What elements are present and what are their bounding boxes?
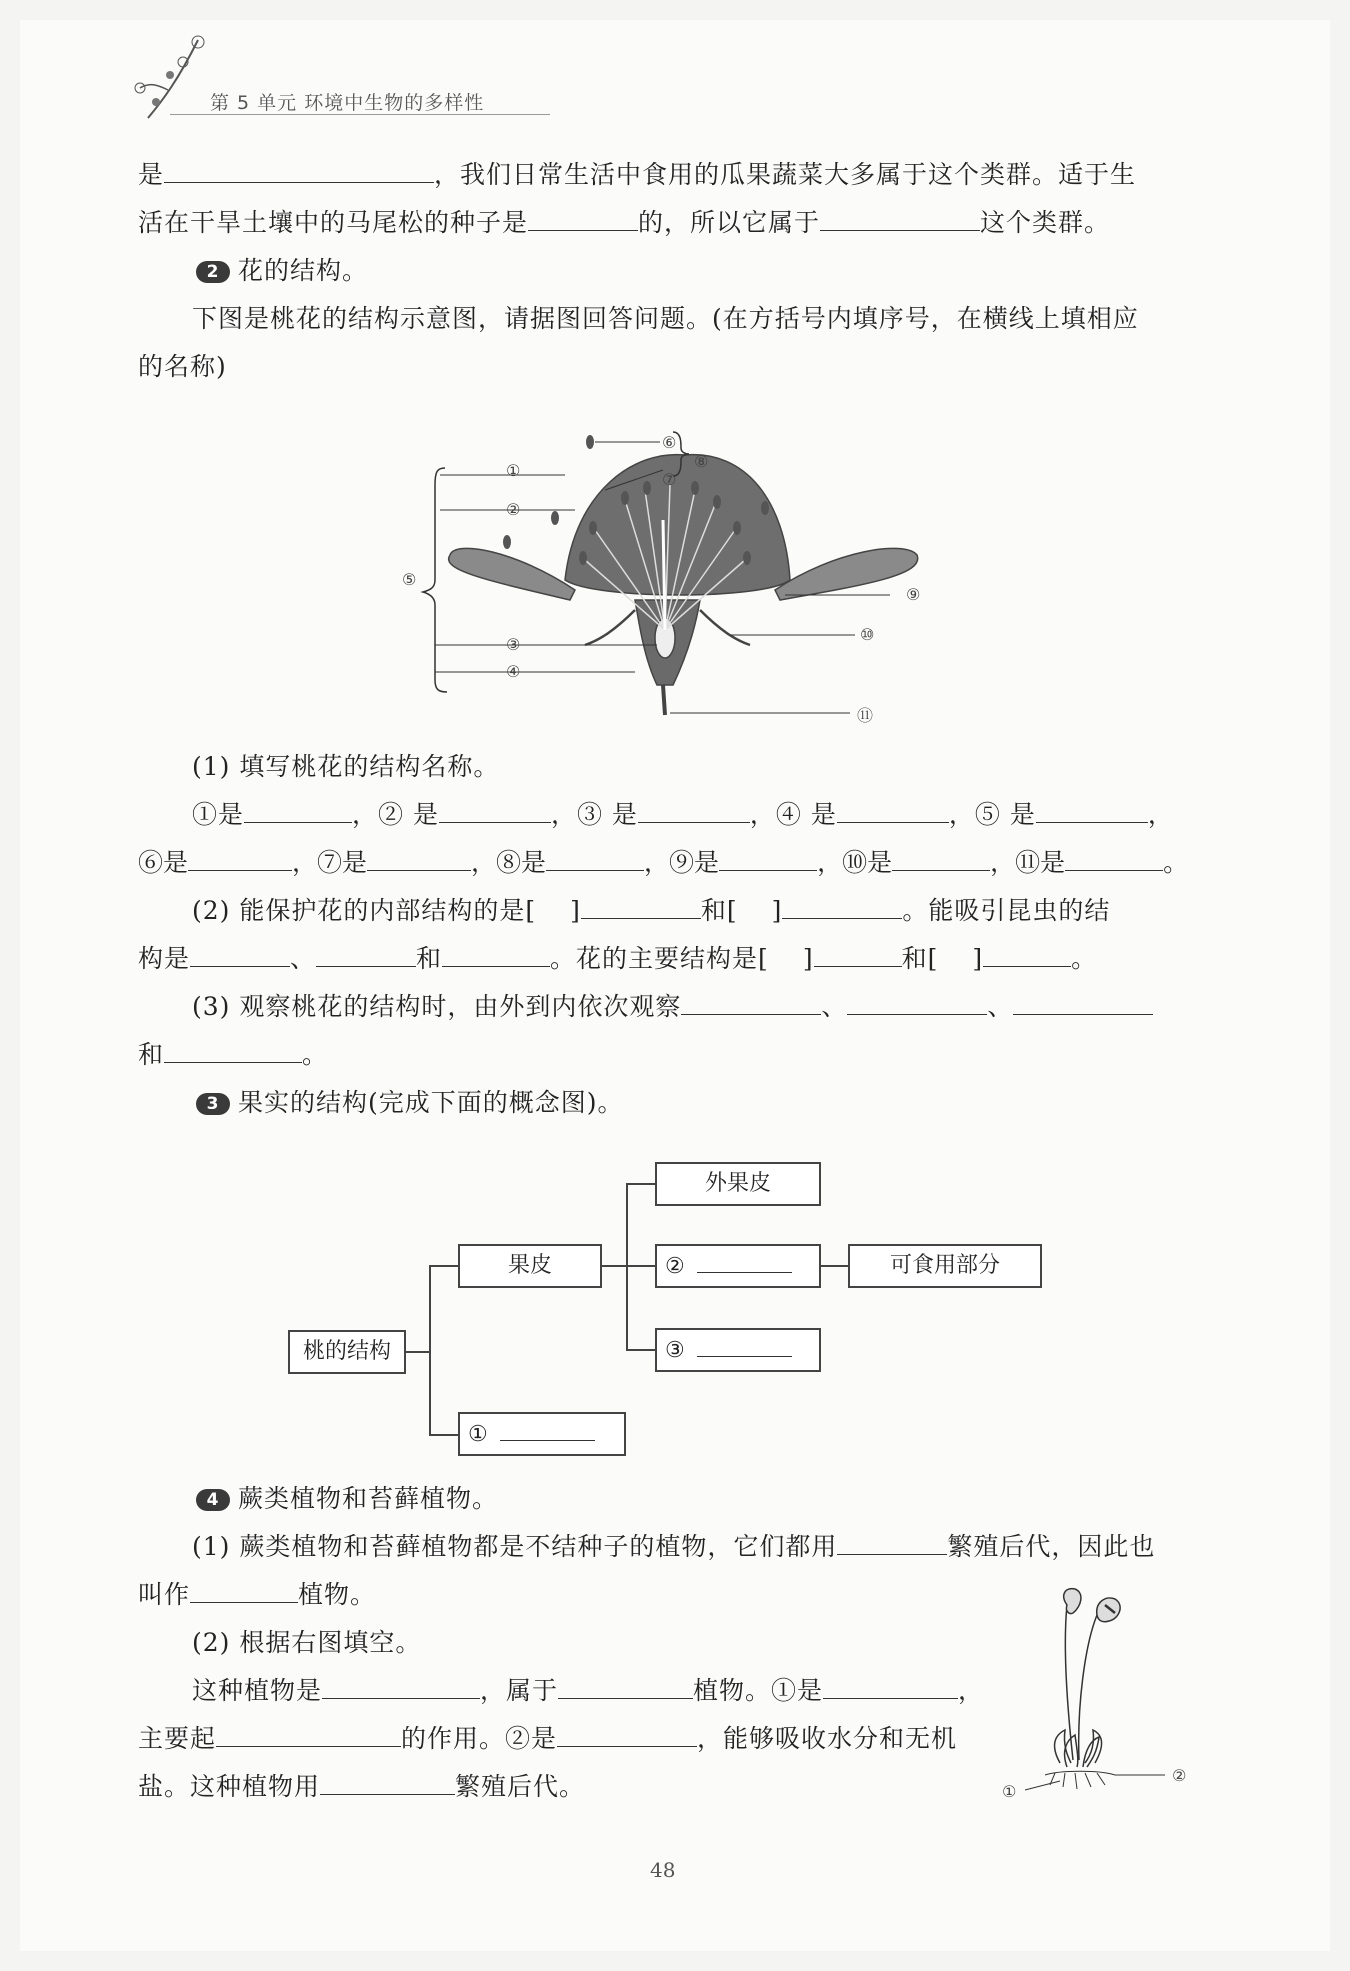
box-number: ② [665,1254,685,1279]
answer-blank[interactable] [820,208,980,231]
concept-box-3 [655,1328,821,1372]
q2-2-line-1 [192,896,1110,926]
left-sepal [585,610,635,645]
section-number-badge: 4 [196,1489,230,1511]
flower-branch-icon [128,30,218,125]
text: 叫作 [138,1580,191,1609]
q2-1-row-2 [138,848,1188,878]
answer-blank[interactable] [1065,848,1163,871]
text: ①是 [192,800,245,829]
concept-box-exocarp: 外果皮 [655,1162,821,1206]
text: 构是 [138,944,191,973]
connector [626,1183,628,1351]
diagram-label-5: ⑤ [402,570,417,589]
text: (2) 能保护花的内部结构的是[ [192,896,537,925]
text: ，⑩是 [817,848,893,877]
section-4-heading [196,1484,498,1514]
answer-blank[interactable] [500,1414,595,1441]
text: 活在干旱土壤中的马尾松的种子是 [138,208,529,237]
answer-blank[interactable] [581,896,701,919]
text: ，⑨是 [644,848,720,877]
answer-blank[interactable] [983,944,1071,967]
concept-box-edible: 可食用部分 [848,1244,1042,1288]
text: 。花的主要结构是[ [550,944,769,973]
concept-box-2 [655,1244,821,1288]
text: (3) 观察桃花的结构时，由外到内依次观察 [192,992,682,1021]
box-number: ① [468,1422,488,1447]
connector [819,1265,848,1267]
text: ，我们日常生活中食用的瓜果蔬菜大多属于这个类群。适于生 [434,160,1137,189]
text: 繁殖后代。 [455,1772,586,1801]
text: 、 [821,992,848,1021]
q4-2-line-1 [192,1676,984,1706]
answer-blank[interactable] [719,848,817,871]
text: 和[ [700,896,738,925]
diagram-label-3: ③ [506,635,521,654]
text: 主要起 [138,1724,217,1753]
answer-blank[interactable] [847,992,987,1015]
answer-blank[interactable] [316,944,416,967]
section-number-badge: 3 [196,1093,230,1115]
text: ] [972,944,984,973]
answer-blank[interactable] [216,1724,401,1747]
answer-blank[interactable] [190,1580,298,1603]
header-title: 第 5 单元 环境中生物的多样性 [210,92,485,114]
section-title: 花的结构。 [238,256,369,285]
q2-3-line-2 [138,1040,328,1070]
q4-1-line-2 [138,1580,376,1610]
answer-blank[interactable] [681,992,821,1015]
text: 这个类群。 [980,208,1111,237]
answer-blank[interactable] [188,848,292,871]
connector [626,1349,655,1351]
answer-blank[interactable] [367,848,471,871]
answer-blank[interactable] [442,944,550,967]
text: 和[ [901,944,939,973]
section-title: 果实的结构(完成下面的概念图)。 [238,1088,624,1117]
text: 这种植物是 [192,1676,323,1705]
diagram-label-2: ② [506,500,521,519]
answer-blank[interactable] [814,944,902,967]
answer-blank[interactable] [322,1676,480,1699]
answer-blank[interactable] [638,800,750,823]
concept-box-pericarp: 果皮 [458,1244,602,1288]
answer-blank[interactable] [164,160,434,183]
text: 的作用。②是 [401,1724,558,1753]
text: (1) 蕨类植物和苔藓植物都是不结种子的植物，它们都用 [192,1532,838,1561]
text: 植物。①是 [693,1676,824,1705]
text: 。能吸引昆虫的结 [902,896,1111,925]
diagram-label-7: ⑦ [662,470,677,489]
q4-2-line-3 [138,1772,585,1802]
concept-box-1 [458,1412,626,1456]
text: 。 [1071,944,1098,973]
header-divider [170,114,550,115]
text: 、 [987,992,1014,1021]
pedicel [663,685,665,715]
answer-blank[interactable] [320,1772,455,1795]
intro-line-2 [138,208,1110,238]
q2-3-line-1 [192,992,1153,1022]
answer-blank[interactable] [1013,992,1153,1015]
text: ] [570,896,581,925]
connector [429,1265,431,1435]
q4-1-line-1 [192,1532,1155,1562]
text: 和 [416,944,443,973]
text: 植物。 [298,1580,377,1609]
text: ⑥是 [138,848,189,877]
answer-blank[interactable] [439,800,551,823]
concept-box-root: 桃的结构 [288,1330,406,1374]
diagram-label-10: ⑩ [860,625,875,644]
text: 是 [138,160,165,189]
section-2-desc-2: 的名称) [138,352,227,381]
answer-blank[interactable] [528,208,638,231]
box-number: ③ [665,1338,685,1363]
section-3-heading [196,1088,624,1118]
text: ，能够吸收水分和无机 [697,1724,958,1753]
text: 、 [290,944,317,973]
text: ，③ 是 [550,800,638,829]
answer-blank[interactable] [546,848,644,871]
answer-blank[interactable] [837,1532,947,1555]
text: 繁殖后代，因此也 [947,1532,1156,1561]
answer-blank[interactable] [244,800,352,823]
answer-blank[interactable] [557,1724,697,1747]
q4-2-prompt: (2) 根据右图填空。 [192,1628,422,1657]
q2-2-line-2 [138,944,1097,974]
connector [626,1183,655,1185]
bracket-5 [423,468,447,692]
connector [626,1265,655,1267]
text: ，属于 [480,1676,559,1705]
text: 。 [302,1040,329,1069]
diagram-label-11: ⑪ [857,706,874,725]
text: ，⑦是 [292,848,368,877]
connector [404,1351,430,1353]
section-title: 蕨类植物和苔藓植物。 [238,1484,499,1513]
section-number-badge: 2 [196,261,230,283]
text: ，⑪是 [990,848,1066,877]
right-sepal [700,610,750,645]
answer-blank[interactable] [782,896,902,919]
text: ， [1147,800,1174,829]
answer-blank[interactable] [697,1246,792,1273]
section-2-desc-1: 下图是桃花的结构示意图，请据图回答问题。(在方括号内填序号，在横线上填相应 [192,304,1139,333]
text: 和 [138,1040,165,1069]
text: 。 [1163,848,1189,877]
right-petal [775,548,918,600]
answer-blank[interactable] [837,800,949,823]
section-2-heading [196,256,368,286]
moss-label-1: ① [1002,1782,1017,1801]
q4-2-line-2 [138,1724,957,1754]
diagram-label-4: ④ [506,662,521,681]
text: ，⑧是 [471,848,547,877]
answer-blank[interactable] [892,848,990,871]
text: 盐。这种植物用 [138,1772,321,1801]
diagram-label-8: ⑧ [694,452,709,471]
text: ， [958,1676,985,1705]
answer-blank[interactable] [558,1676,693,1699]
connector [429,1434,458,1436]
text: ] [771,896,783,925]
text: ，② 是 [352,800,439,829]
connector [600,1265,628,1267]
connector [429,1265,458,1267]
diagram-label-6: ⑥ [662,433,677,452]
q2-1-row-1 [192,800,1174,830]
diagram-label-1: ① [506,461,521,480]
text: ] [802,944,814,973]
text: 的，所以它属于 [638,208,821,237]
answer-blank[interactable] [697,1330,792,1357]
answer-blank[interactable] [1036,800,1148,823]
answer-blank[interactable] [823,1676,958,1699]
text: ，⑤ 是 [948,800,1036,829]
moss-label-2: ② [1172,1766,1187,1785]
intro-line-1 [138,160,1136,190]
answer-blank[interactable] [190,944,290,967]
text: ，④ 是 [749,800,837,829]
q2-1-prompt: (1) 填写桃花的结构名称。 [192,752,500,781]
answer-blank[interactable] [164,1040,302,1063]
left-petal [449,548,575,600]
page-number: 48 [650,1858,676,1882]
diagram-label-9: ⑨ [906,585,921,604]
